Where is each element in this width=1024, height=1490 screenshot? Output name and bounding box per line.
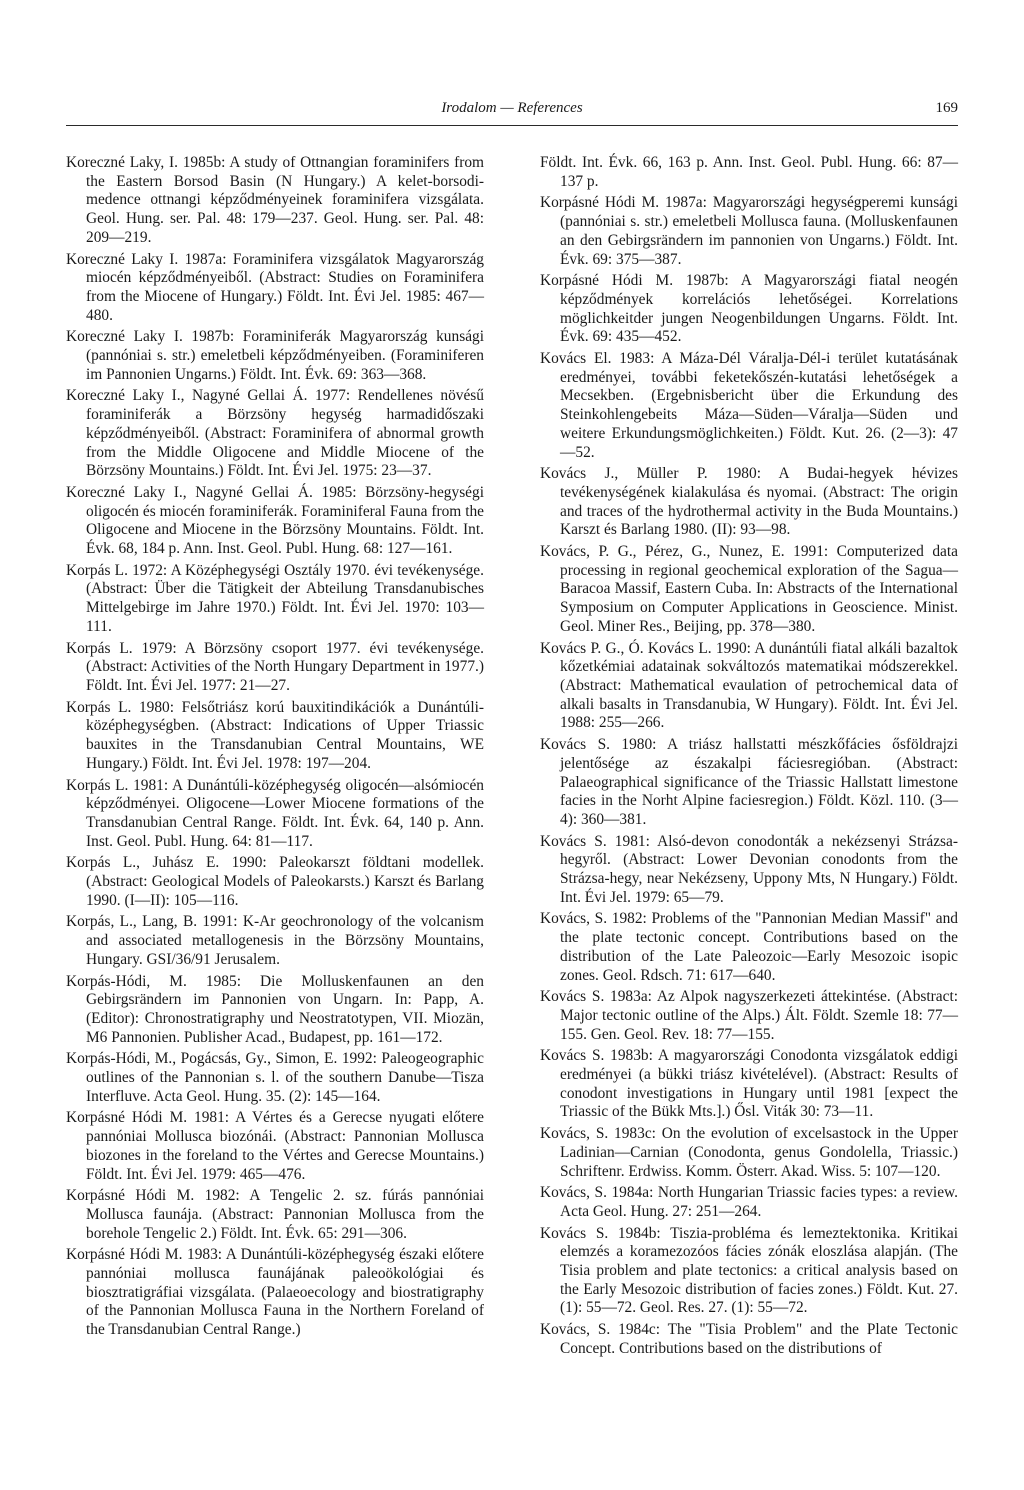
reference-entry: Korpásné Hódi M. 1981: A Vértes és a Gerecse nyugati előtere pannóniai Mollusca biozónái. (Abstract: Pannonian Mollusca biozones in the foreland to the Vértes and Gerecse Mountains.) Földt. Int. Évi Jel. 1979: 465—476. (66, 1109, 484, 1183)
reference-entry: Kovács S. 1983b: A magyarországi Conodonta vizsgálatok eddigi eredményei (a bükki triász kivételével). (Abstract: Results of conodont investigations in Hungary until 1981 [expect the Triassic of the Bükk Mts.].) Ősl. Viták 30: 73—11. (540, 1047, 958, 1121)
reference-entry: Koreczné Laky I., Nagyné Gellai Á. 1977: Rendellenes növésű foraminiferák a Börzsöny hegység harmadidőszaki képződményeiből. (Abstract: Foraminifera of abnormal growth from the Middle Oligocene and Middle Miocene of the Börzsöny Mountains.) Földt. Int. Évi Jel. 1975: 23—37. (66, 387, 484, 480)
reference-entry: Kovács, P. G., Pérez, G., Nunez, E. 1991: Computerized data processing in regional geochemical exploration of the Sagua—Baracoa Massif, Eastern Cuba. In: Abstracts of the International Symposium on Computer Applications in Geoscience. Minist. Geol. Miner Res., Beijing, pp. 378—380. (540, 543, 958, 635)
reference-entry: Kovács S. 1980: A triász hallstatti mészkőfácies ősföldrajzi jelentősége az északalpi fáciesregióban. (Abstract: Palaeographical significance of the Triassic Hallstatt limestone facies in the Norht Alpine faciesregion.) Földt. Közl. 110. (3—4): 360—381. (540, 736, 958, 828)
reference-entry: Koreczné Laky I., Nagyné Gellai Á. 1985: Börzsöny-hegységi oligocén és miocén foraminiferák. Foraminiferal Fauna from the Oligocene and Miocene in the Börzsöny Mountains. Földt. Int. Évk. 68, 184 p. Ann. Inst. Geol. Publ. Hung. 68: 127—161. (66, 483, 484, 558)
reference-entry: Korpás L. 1981: A Dunántúli-középhegység oligocén—alsómiocén képződményei. Oligocene—Lower Miocene formations of the Transdanubian Central Range. Földt. Int. Évk. 64, 140 p. Ann. Inst. Geol. Publ. Hung. 64: 81—117. (66, 776, 484, 850)
reference-entry: Koreczné Laky, I. 1985b: A study of Ottnangian foraminifers from the Eastern Borsod Basin (N Hungary.) A kelet-borsodi-medence ottnangi képződményeinek foraminifera vizsgálata. Geol. Hung. ser. Pal. 48: 179—237. Geol. Hung. ser. Pal. 48: 209—219. (66, 154, 484, 246)
running-header (66, 98, 958, 122)
reference-entry: Kovács P. G., Ó. Kovács L. 1990: A dunántúli fiatal alkáli bazaltok kőzetkémiai adatainak sokváltozós matematikai módszerekkel. (Abstract: Mathematical evaulation of petrochemical data of alkali basalts in Transdanubia, W Hungary). Földt. Int. Évi Jel. 1988: 255—266. (540, 639, 958, 732)
reference-entry: Koreczné Laky I. 1987b: Foraminiferák Magyarország kunsági (pannóniai s. str.) emeletbeli képződményeiben. (Foraminiferen im Pannonien Ungarns.) Földt. Int. Évk. 69: 363—368. (66, 328, 484, 383)
reference-entry: Koreczné Laky I. 1987a: Foraminifera vizsgálatok Magyarország miocén képződményeiből. (Abstract: Studies on Foraminifera from the Miocene of Hungary.) Földt. Int. Évi Jel. 1985: 467—480. (66, 250, 484, 324)
reference-entry: Földt. Int. Évk. 66, 163 p. Ann. Inst. Geol. Publ. Hung. 66: 87—137 p. (540, 154, 958, 190)
page-number: 169 (935, 100, 958, 116)
reference-entry: Korpás L., Juhász E. 1990: Paleokarszt földtani modellek. (Abstract: Geological Models of Paleokarsts.) Karszt és Barlang 1990. (I—II): 105—116. (66, 854, 484, 909)
reference-entry: Kovács S. 1984b: Tiszia-probléma és lemeztektonika. Kritikai elemzés a koramezozóos fácies zónák eloszlása alapján. (The Tisia problem and plate tectonics: a critical analysis based on the Early Mesozoic distribution of facies zones.) Földt. Kut. 27. (1): 55—72. Geol. Res. 27. (1): 55—72. (540, 1224, 958, 1317)
reference-entry: Korpás L. 1980: Felsőtriász korú bauxitindikációk a Dunántúli-középhegységben. (Abstract: Indications of Upper Triassic bauxites in the Transdanubian Central Mountains, WE Hungary.) Földt. Int. Évi Jel. 1978: 197—204. (66, 698, 484, 772)
reference-entry: Korpásné Hódi M. 1982: A Tengelic 2. sz. fúrás pannóniai Mollusca faunája. (Abstract: Pannonian Mollusca from the borehole Tengelic 2.) Földt. Int. Évk. 65: 291—306. (66, 1187, 484, 1242)
reference-entry: Korpásné Hódi M. 1987a: Magyarországi hegységperemi kunsági (pannóniai s. str.) emeletbeli Mollusca fauna. (Molluskenfaunen an den Gebirgsrändern im pannonien von Ungarns.) Földt. Int. Évk. 69: 375—387. (540, 194, 958, 268)
running-title: Irodalom — References (441, 100, 583, 116)
reference-entry: Kovács El. 1983: A Máza-Dél Váralja-Dél-i terület kutatásának eredményei, további feketekőszén-kutatási lehetőségek a Mecsekben. (Ergebnisbericht über die Erkundung des Steinkohlengebeits Máza—Süden—Váralja—Süden und weitere Erkundungsmöglichkeiten.) Földt. Kut. 26. (2—3): 47—52. (540, 350, 958, 461)
reference-entry: Kovács J., Müller P. 1980: A Budai-hegyek hévizes tevékenységének kialakulása és nyomai. (Abstract: The origin and traces of the hydrothermal activity in the Buda Mountains.) Karszt és Barlang 1980. (II): 93—98. (540, 465, 958, 539)
reference-entry: Kovács S. 1981: Alsó-devon conodonták a nekézsenyi Strázsa-hegyről. (Abstract: Lower Devonian conodonts from the Strázsa-hegy, near Nekézseny, Uppony Mts, N Hungary.) Földt. Int. Évi Jel. 1979: 65—79. (540, 832, 958, 906)
reference-column-right (540, 154, 958, 1362)
reference-entry: Kovács, S. 1983c: On the evolution of excelsastock in the Upper Ladinian—Carnian (Conodonta, genus Gondolella, Triassic.) Schriftenr. Erdwiss. Komm. Österr. Akad. Wiss. 5: 107—120. (540, 1125, 958, 1180)
reference-column-left (66, 154, 484, 1343)
reference-entry: Kovács, S. 1984a: North Hungarian Triassic facies types: a review. Acta Geol. Hung. 27: 251—264. (540, 1184, 958, 1220)
reference-entry: Korpás L. 1972: A Középhegységi Osztály 1970. évi tevékenysége. (Abstract: Über die Tätigkeit der Abteilung Transdanubisches Mittelgebirge im Jahre 1970.) Földt. Int. Évi Jel. 1970: 103—111. (66, 561, 484, 635)
reference-entry: Korpás L. 1979: A Börzsöny csoport 1977. évi tevékenysége. (Abstract: Activities of the North Hungary Department in 1977.) Földt. Int. Évi Jel. 1977: 21—27. (66, 639, 484, 694)
reference-entry: Kovács, S. 1982: Problems of the "Pannonian Median Massif" and the plate tectonic concept. Contributions based on the distribution of the Late Paleozoic—Early Mesozoic isopic zones. Geol. Rdsch. 71: 617—640. (540, 910, 958, 984)
reference-entry: Korpás, L., Lang, B. 1991: K-Ar geochronology of the volcanism and associated metallogenesis in the Börzsöny Mountains, Hungary. GSI/36/91 Jerusalem. (66, 913, 484, 968)
header-rule (66, 125, 958, 126)
reference-entry: Kovács, S. 1984c: The "Tisia Problem" and the Plate Tectonic Concept. Contributions based on the distributions of (540, 1321, 958, 1357)
reference-entry: Korpás-Hódi, M. 1985: Die Molluskenfaunen an den Gebirgsrändern im Pannonien von Ungarn. In: Papp, A. (Editor): Chronostratigraphy und Neostratotypen, VII. Miozän, M6 Pannonien. Publisher Acad., Budapest, pp. 161—172. (66, 972, 484, 1046)
reference-entry: Korpásné Hódi M. 1983: A Dunántúli-középhegység északi előtere pannóniai mollusca faunájának paleoökológiai és biosztratigráfiai vizsgálata. (Palaeoecology and biostratigraphy of the Pannonian Mollusca Fauna in the Northern Foreland of the Transdanubian Central Range.) (66, 1246, 484, 1339)
reference-entry: Kovács S. 1983a: Az Alpok nagyszerkezeti áttekintése. (Abstract: Major tectonic outline of the Alps.) Ált. Földt. Szemle 18: 77—155. Gen. Geol. Rev. 18: 77—155. (540, 988, 958, 1043)
reference-entry: Korpásné Hódi M. 1987b: A Magyarországi fiatal neogén képződmények korrelációs lehetőségei. Korrelations möglichkeitder jungen Neogenbildungen Ungarns. Földt. Int. Évk. 69: 435—452. (540, 272, 958, 346)
reference-entry: Korpás-Hódi, M., Pogácsás, Gy., Simon, E. 1992: Paleogeographic outlines of the Pannonian s. l. of the southern Danube—Tisza Interfluve. Acta Geol. Hung. 35. (2): 145—164. (66, 1050, 484, 1105)
